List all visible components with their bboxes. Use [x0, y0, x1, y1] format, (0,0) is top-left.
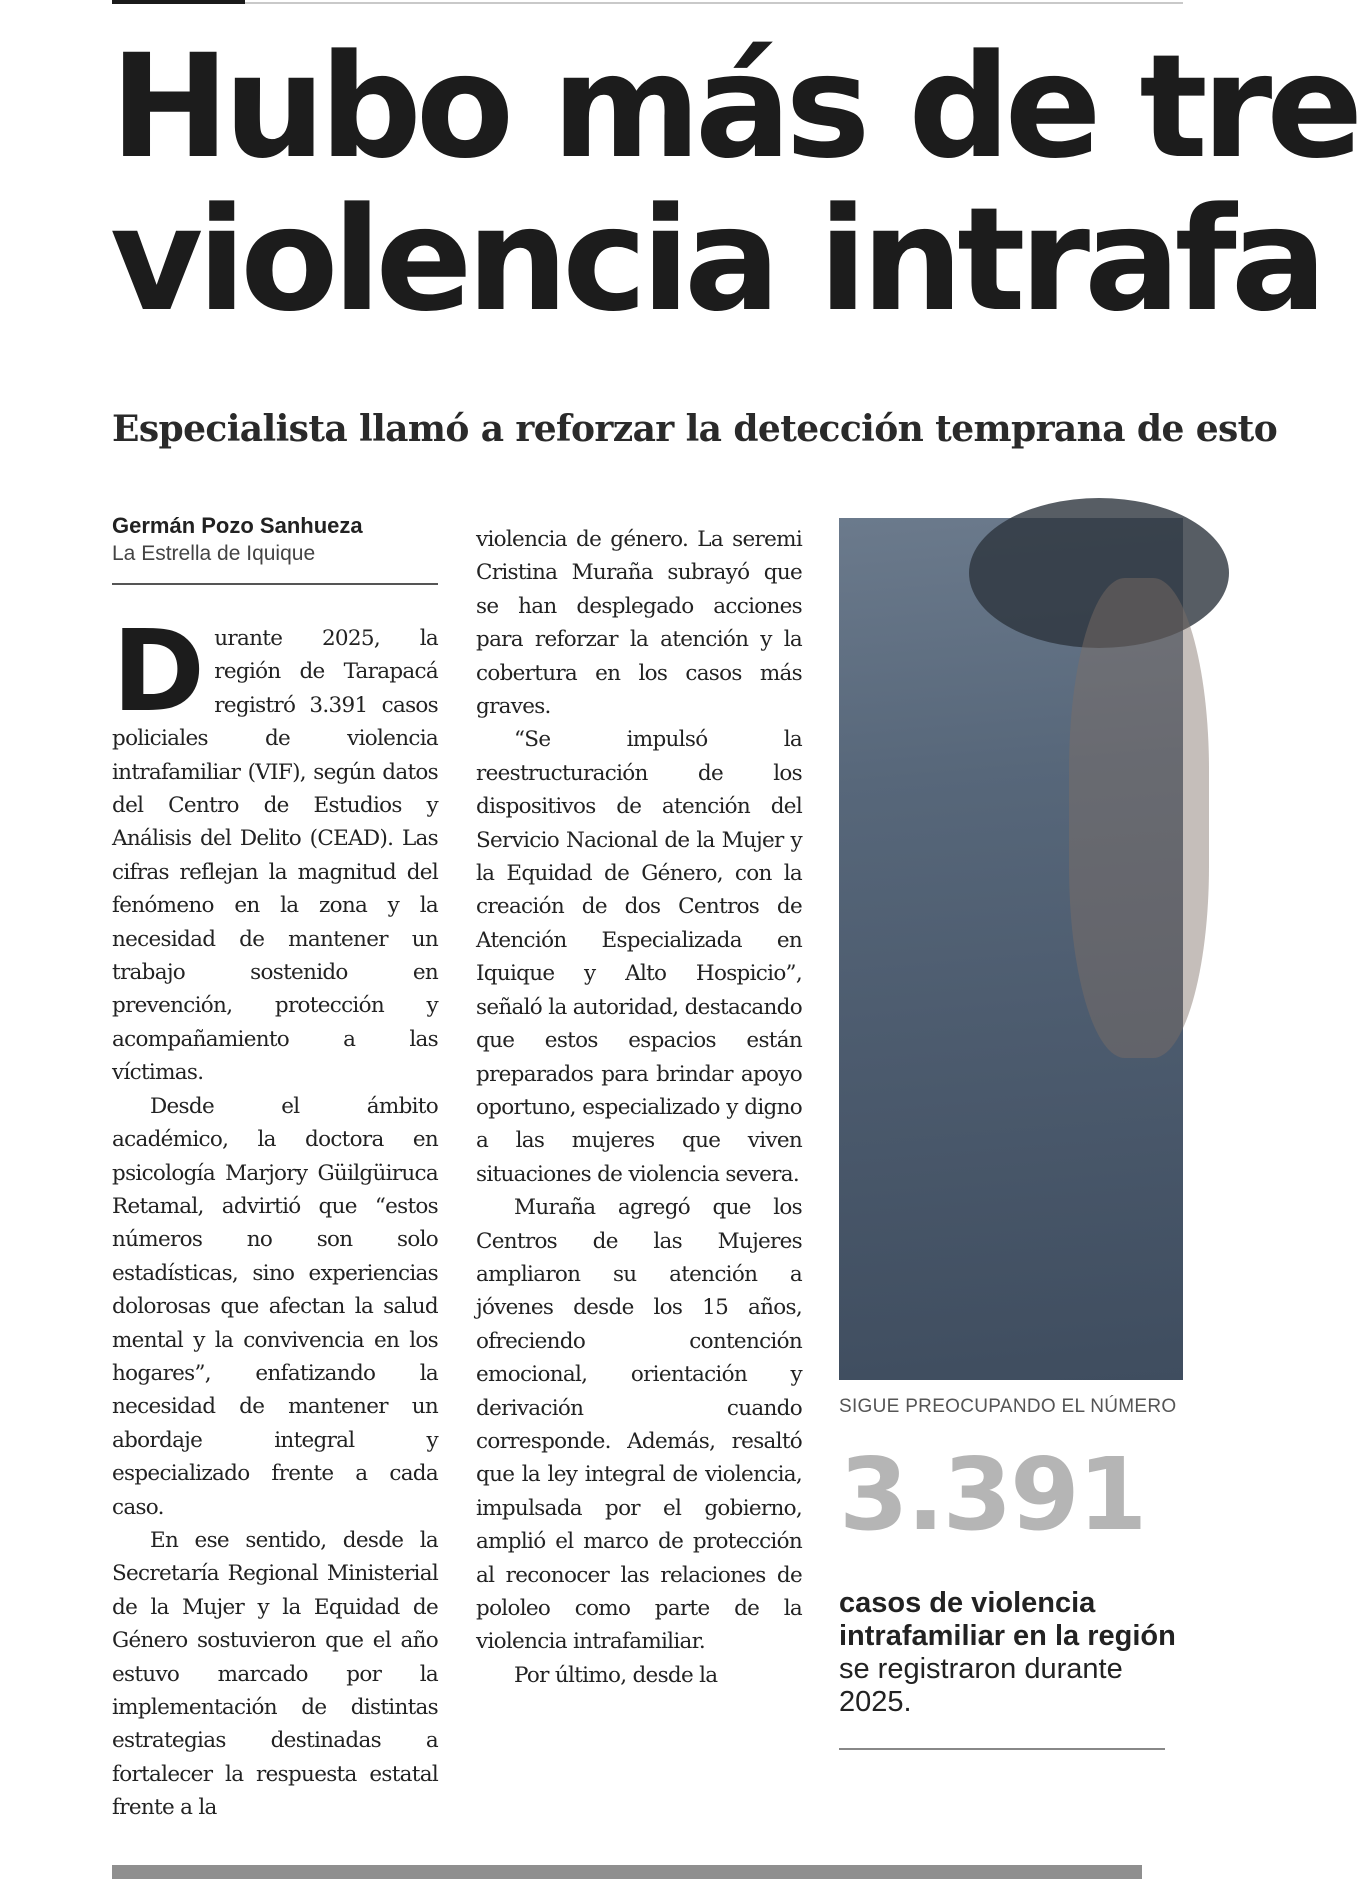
byline-author: Germán Pozo Sanhueza — [112, 513, 363, 538]
article-paragraph: Por último, desde la — [514, 1662, 718, 1688]
article-paragraph: En ese sentido, desde la Secretaría Regional Ministerial de la Mujer y la Equidad de Género sostuvieron que el año estuvo marcado por la implementación de distintas estrategias destinadas a fortalecer la respuesta estatal frente a la — [112, 1527, 438, 1821]
bottom-bar — [112, 1865, 1142, 1879]
article-paragraph: Muraña agregó que los Centros de las Mujeres ampliaron su atención a jóvenes desde los 15 años, ofreciendo contención emocional, orientación y derivación cuando corresponde. Además, resaltó que la ley integral de violencia, impulsada por el gobierno, amplió el marco de protección al reconocer las relaciones de pololeo como parte de la violencia intrafamiliar. — [476, 1195, 802, 1655]
headline-line-1: Hubo más de tre — [110, 23, 1357, 190]
stat-description — [839, 1587, 1183, 1719]
article-paragraph: “Se impulsó la reestructuración de los dispositivos de atención del Servicio Nacional de la Mujer y la Equidad de Género, con la creación de dos Centros de Atención Especializada en Iquique y Alto Hospicio”, señaló la autoridad, destacando que estos espacios están preparados para brindar apoyo oportuno, especializado y digno a las mujeres que viven situaciones de violencia severa. — [476, 727, 802, 1187]
article-column-1 — [112, 607, 438, 1825]
subheadline: Especialista llamó a reforzar la detección temprana de esto — [112, 408, 1278, 450]
stat-divider — [839, 1748, 1165, 1750]
drop-cap: D — [112, 607, 205, 737]
stat-number: 3.391 — [839, 1436, 1146, 1553]
photo-caption: SIGUE PREOCUPANDO EL NÚMERO — [839, 1396, 1177, 1417]
paragraph-text: urante 2025, la región de Tarapacá registró 3.391 casos policiales de violencia intrafamiliar (VIF), según datos del Centro de Estudios y Análisis del Delito (CEAD). Las cifras reflejan la magnitud del fenómeno en la zona y la necesidad de mantener un trabajo sostenido en prevención, protección y acompañamiento a las víctimas. — [112, 626, 438, 1086]
article-photo — [839, 518, 1183, 1380]
byline-divider — [112, 583, 438, 585]
article-paragraph: violencia de género. La seremi Cristina Muraña subrayó que se han desplegado acciones para reforzar la atención y la cobertura en los casos más graves. — [476, 527, 802, 720]
article-paragraph: Desde el ámbito académico, la doctora en psicología Marjory Güilgüiruca Retamal, advirtió que “estos números no son solo estadísticas, sino experiencias dolorosas que afectan la salud mental y la convivencia en los hogares”, enfatizando la necesidad de mantener un abordaje integral y especializado frente a cada caso. — [112, 1093, 438, 1520]
stat-bold-text: casos de violencia intrafamiliar en la región — [839, 1587, 1176, 1652]
article-paragraph — [112, 607, 438, 1090]
photo-figure — [1069, 578, 1209, 1058]
top-rule-thick — [112, 0, 245, 4]
headline — [110, 23, 1357, 343]
headline-line-2: violencia intrafa — [110, 176, 1322, 343]
stat-text: se registraron durante 2025. — [839, 1653, 1123, 1718]
article-column-2 — [476, 523, 802, 1692]
byline-outlet: La Estrella de Iquique — [112, 542, 316, 565]
top-rule-thin — [245, 2, 1183, 4]
byline — [112, 513, 438, 566]
